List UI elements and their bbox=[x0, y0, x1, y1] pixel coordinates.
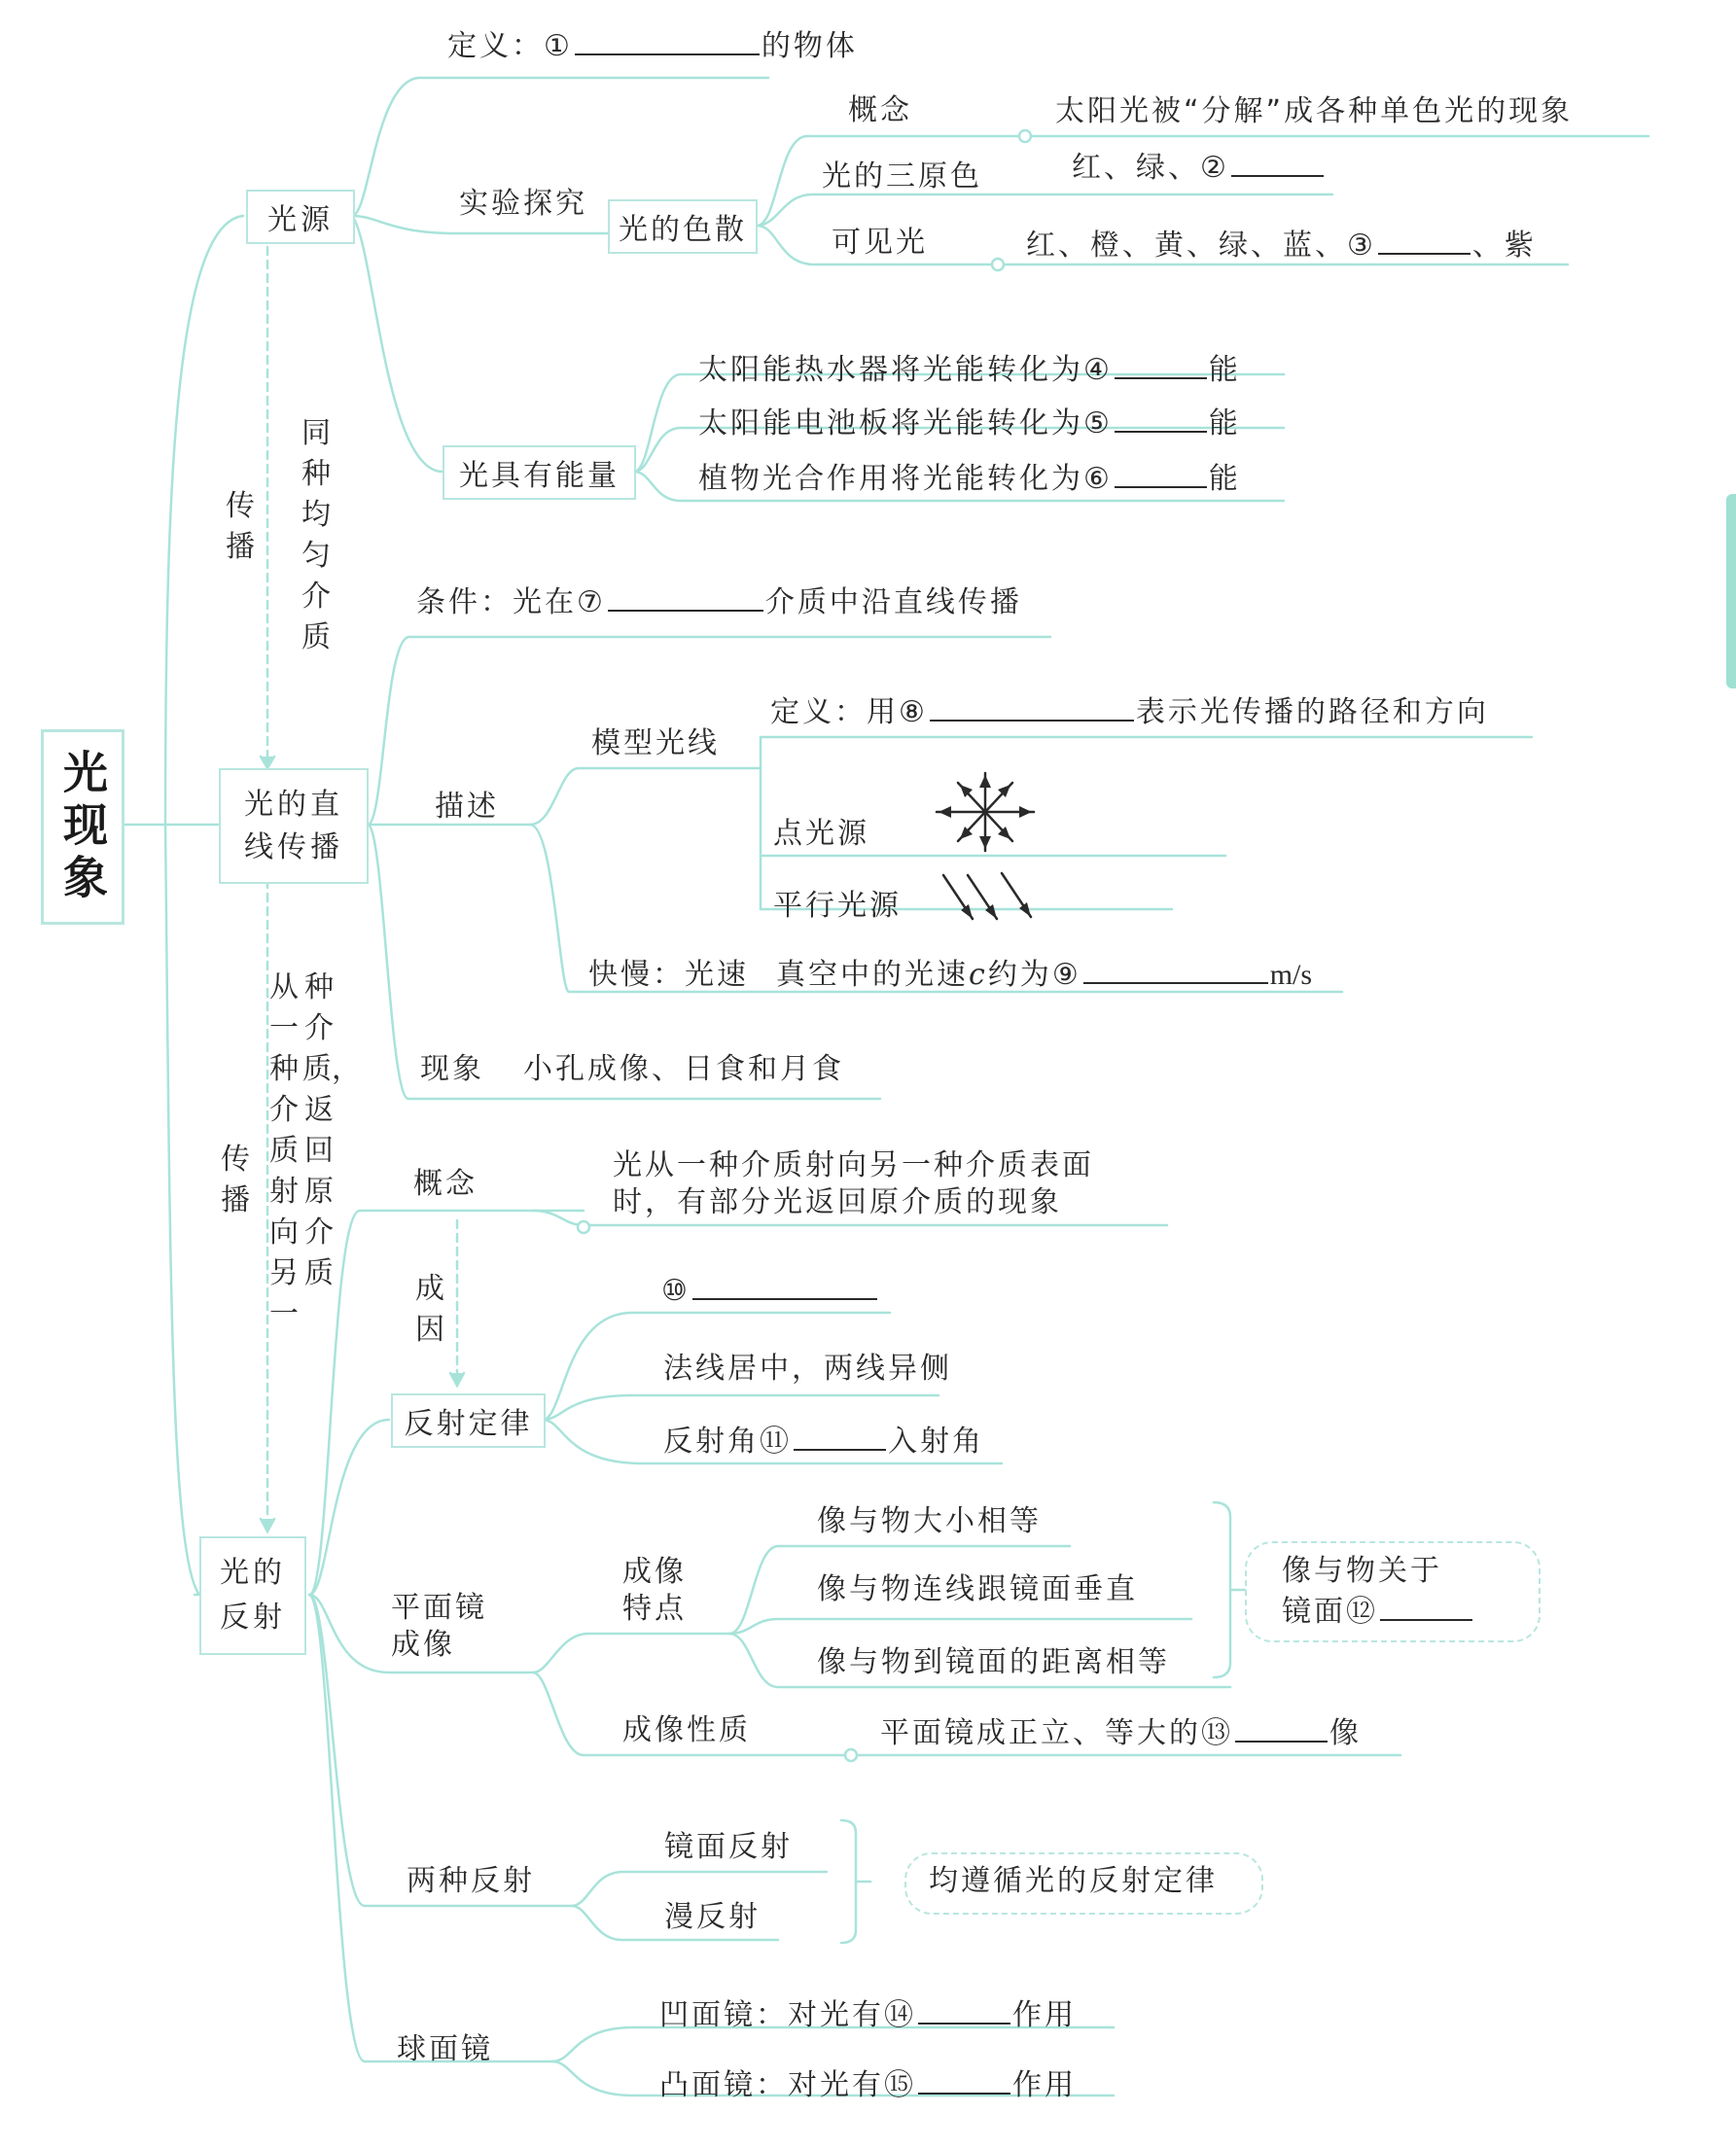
blank-9[interactable] bbox=[1083, 953, 1268, 984]
text-reflection-concept: 光从一种介质射向另一种介质表面 时，有部分光返回原介质的现象 bbox=[613, 1148, 1094, 1219]
label-three-primary: 光的三原色 bbox=[822, 159, 982, 194]
blank-14[interactable] bbox=[918, 1993, 1010, 2025]
blank-1[interactable] bbox=[575, 24, 760, 55]
text-concept-dispersion: 太阳光被“分解”成各种单色光的现象 bbox=[1055, 94, 1574, 128]
law-item-angle: 反射角⑪ 入射角 bbox=[663, 1420, 984, 1461]
image-nature-text: 平面镜成正立、等大的⑬ 像 bbox=[880, 1711, 1362, 1753]
label-model-ray: 模型光线 bbox=[591, 726, 720, 760]
definition-light-source: 定义：① 的物体 bbox=[447, 24, 858, 66]
page-edge-tab bbox=[1726, 494, 1736, 688]
side-label-cause: 成因 bbox=[415, 1272, 444, 1347]
blank-12[interactable] bbox=[1380, 1590, 1472, 1621]
condition-straight: 条件：光在⑦ 介质中沿直线传播 bbox=[416, 581, 1022, 622]
law-item-10: ⑩ bbox=[661, 1269, 879, 1311]
blank-2[interactable] bbox=[1231, 146, 1324, 177]
node-light-energy: 光具有能量 bbox=[443, 445, 636, 500]
phenomena: 现象 小孔成像、日食和月食 bbox=[420, 1052, 844, 1086]
label-describe: 描述 bbox=[435, 790, 499, 824]
side-label-uniform-medium: 同种均匀介质 bbox=[301, 416, 331, 654]
blank-4[interactable] bbox=[1115, 348, 1207, 379]
blank-6[interactable] bbox=[1115, 457, 1207, 488]
blank-5[interactable] bbox=[1115, 402, 1207, 433]
energy-item-3: 植物光合作用将光能转化为⑥ 能 bbox=[698, 457, 1241, 499]
symmetric-text: 像与物关于 镜面⑫ bbox=[1282, 1553, 1474, 1631]
side-label-propagate-1: 传播 bbox=[226, 489, 255, 564]
label-reflection-concept: 概念 bbox=[413, 1167, 478, 1201]
blank-3[interactable] bbox=[1378, 224, 1470, 255]
root-node: 光现象 bbox=[41, 729, 124, 925]
blank-13[interactable] bbox=[1235, 1711, 1328, 1743]
label-plane-mirror: 平面镜 成像 bbox=[391, 1591, 487, 1662]
label-visible-light: 可见光 bbox=[832, 226, 928, 260]
label-parallel-source: 平行光源 bbox=[773, 889, 902, 923]
node-reflection: 光的 反射 bbox=[199, 1536, 306, 1655]
label-image-nature: 成像性质 bbox=[622, 1713, 751, 1747]
energy-item-1: 太阳能热水器将光能转化为④ 能 bbox=[698, 348, 1241, 390]
blank-10[interactable] bbox=[692, 1269, 877, 1300]
blank-7[interactable] bbox=[608, 581, 763, 612]
side-label-return-medium: 从一种介质射向另一 种介质，返回原介质 bbox=[269, 970, 361, 1331]
parallel-source-diagram bbox=[943, 873, 1031, 919]
convex-mirror: 凸面镜：对光有⑮ 作用 bbox=[659, 2063, 1077, 2105]
energy-item-2: 太阳能电池板将光能转化为⑤ 能 bbox=[698, 402, 1241, 443]
speed-of-light: 快慢：光速 真空中的光速c约为⑨ m/s bbox=[588, 953, 1312, 995]
label-experiment: 实验探究 bbox=[459, 187, 587, 221]
label-two-reflections: 两种反射 bbox=[407, 1864, 535, 1898]
node-reflection-law: 反射定律 bbox=[391, 1393, 546, 1448]
node-light-source: 光源 bbox=[246, 190, 355, 244]
concave-mirror: 凹面镜：对光有⑭ 作用 bbox=[659, 1993, 1077, 2035]
law-item-normal: 法线居中，两线异侧 bbox=[663, 1352, 952, 1386]
label-specular: 镜面反射 bbox=[664, 1830, 793, 1864]
feature-item-3: 像与物到镜面的距离相等 bbox=[817, 1645, 1170, 1679]
node-dispersion: 光的色散 bbox=[608, 199, 758, 254]
label-image-features: 成像 特点 bbox=[622, 1555, 687, 1626]
text-three-primary: 红、绿、② bbox=[1072, 146, 1326, 188]
text-visible-light: 红、橙、黄、绿、蓝、③ 、紫 bbox=[1026, 224, 1537, 265]
label-point-source: 点光源 bbox=[773, 817, 869, 851]
feature-item-2: 像与物连线跟镜面垂直 bbox=[817, 1572, 1138, 1606]
side-label-propagate-2: 传播 bbox=[221, 1143, 250, 1217]
blank-8[interactable] bbox=[930, 690, 1134, 722]
label-spherical-mirror: 球面镜 bbox=[397, 2032, 493, 2066]
label-concept-dispersion: 概念 bbox=[848, 93, 912, 127]
blank-15[interactable] bbox=[918, 2063, 1010, 2095]
feature-item-1: 像与物大小相等 bbox=[817, 1504, 1042, 1538]
blank-11[interactable] bbox=[794, 1420, 886, 1451]
label-diffuse: 漫反射 bbox=[664, 1900, 761, 1934]
both-follow-text: 均遵循光的反射定律 bbox=[929, 1864, 1218, 1898]
node-straight-propagation: 光的直 线传播 bbox=[219, 768, 369, 884]
model-ray-definition: 定义：用⑧ 表示光传播的路径和方向 bbox=[770, 690, 1489, 732]
